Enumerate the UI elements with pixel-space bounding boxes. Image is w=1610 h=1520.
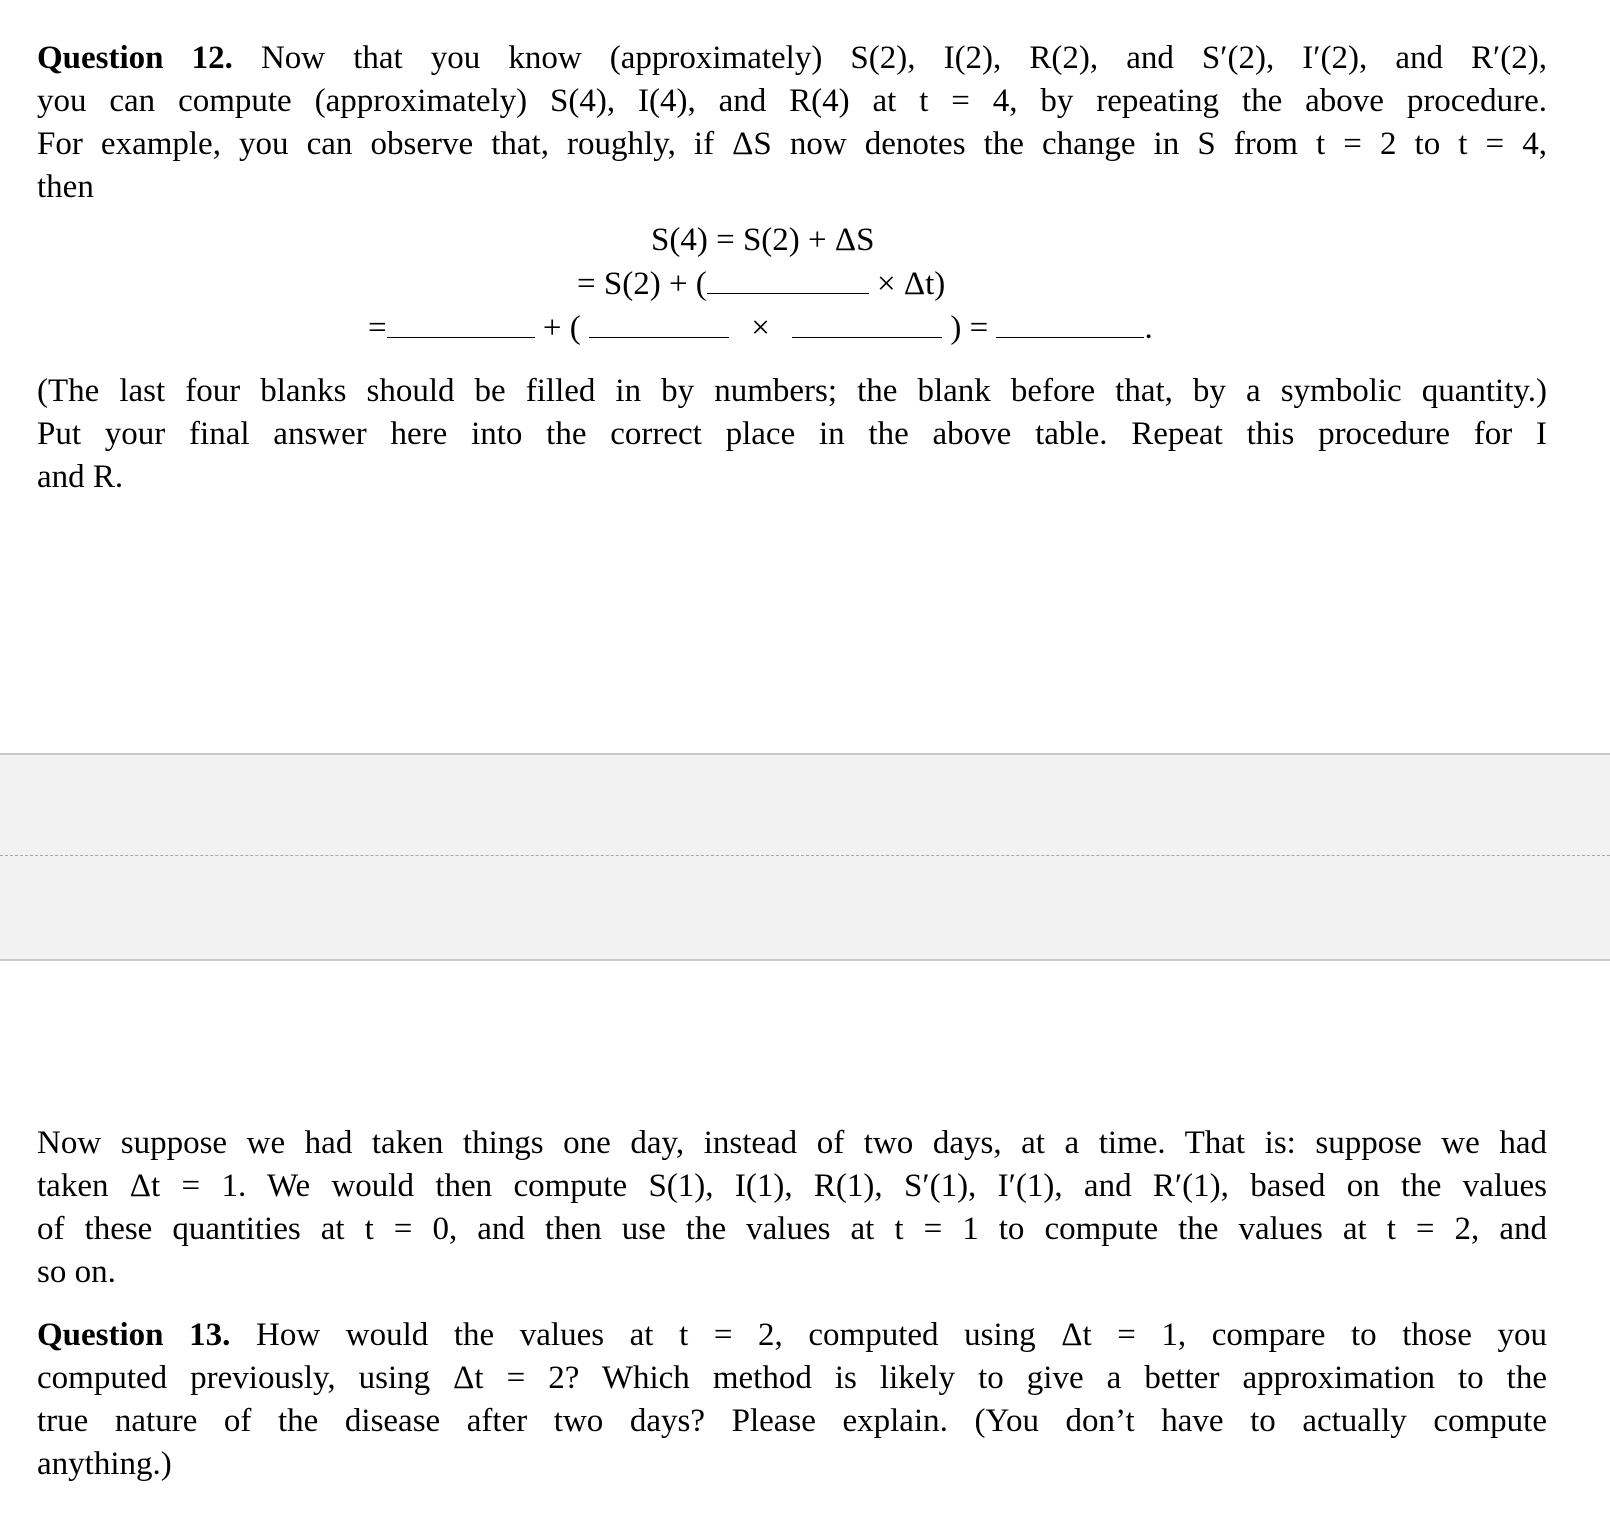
question-12-line-4: then xyxy=(37,169,94,205)
answer-area-divider xyxy=(0,855,1610,856)
blank-s2-value[interactable] xyxy=(387,309,535,338)
question-13-line-1: Question 13. How would the values at t = 2, computed using Δt = 1, compare to those you xyxy=(37,1317,1547,1353)
blank-derivative[interactable] xyxy=(707,265,869,294)
answer-area[interactable] xyxy=(0,753,1610,961)
equation-line-3: = + ( × ) = . xyxy=(368,310,1153,346)
question-13-line-4: anything.) xyxy=(37,1446,172,1482)
question-13-line-2: computed previously, using Δt = 2? Which method is likely to give a better approximation to the xyxy=(37,1360,1547,1396)
question-12-line-2: you can compute (approximately) S(4), I(4), and R(4) at t = 4, by repeating the above procedure. xyxy=(37,83,1547,119)
question-13-paragraph xyxy=(37,1314,1547,1486)
instructions-line-3: and R. xyxy=(37,459,124,495)
instructions-line-2: Put your final answer here into the correct place in the above table. Repeat this procedure for I xyxy=(37,416,1547,452)
intro-paragraph xyxy=(37,1122,1547,1294)
question-13-line-3: true nature of the disease after two days? Please explain. (You don’t have to actually compute xyxy=(37,1403,1547,1439)
question-12-paragraph xyxy=(37,37,1547,209)
instructions-line-1: (The last four blanks should be filled in by numbers; the blank before that, by a symbolic quantity.) xyxy=(37,373,1547,409)
intro-line-3: of these quantities at t = 0, and then use the values at t = 1 to compute the values at t = 2, and xyxy=(37,1211,1547,1247)
blank-dt-value[interactable] xyxy=(792,309,942,338)
question-12-instructions xyxy=(37,370,1547,499)
question-12-line-3: For example, you can observe that, roughly, if ΔS now denotes the change in S from t = 2 to t = 4, xyxy=(37,126,1547,162)
question-12-line-1: Question 12. Now that you know (approximately) S(2), I(2), R(2), and S′(2), I′(2), and R′(2), xyxy=(37,40,1548,76)
question-13-label: Question 13. xyxy=(37,1317,231,1353)
equation-line-2: = S(2) + ( × Δt) xyxy=(577,266,946,302)
equation-line-1: S(4) = S(2) + ΔS xyxy=(651,222,875,258)
blank-rate-value[interactable] xyxy=(589,309,729,338)
intro-line-2: taken Δt = 1. We would then compute S(1), I(1), R(1), S′(1), I′(1), and R′(1), based on the values xyxy=(37,1168,1547,1204)
question-12-label: Question 12. xyxy=(37,40,233,76)
blank-s4-result[interactable] xyxy=(996,309,1144,338)
intro-line-4: so on. xyxy=(37,1254,116,1290)
intro-line-1: Now suppose we had taken things one day, instead of two days, at a time. That is: suppose we had xyxy=(37,1125,1547,1161)
